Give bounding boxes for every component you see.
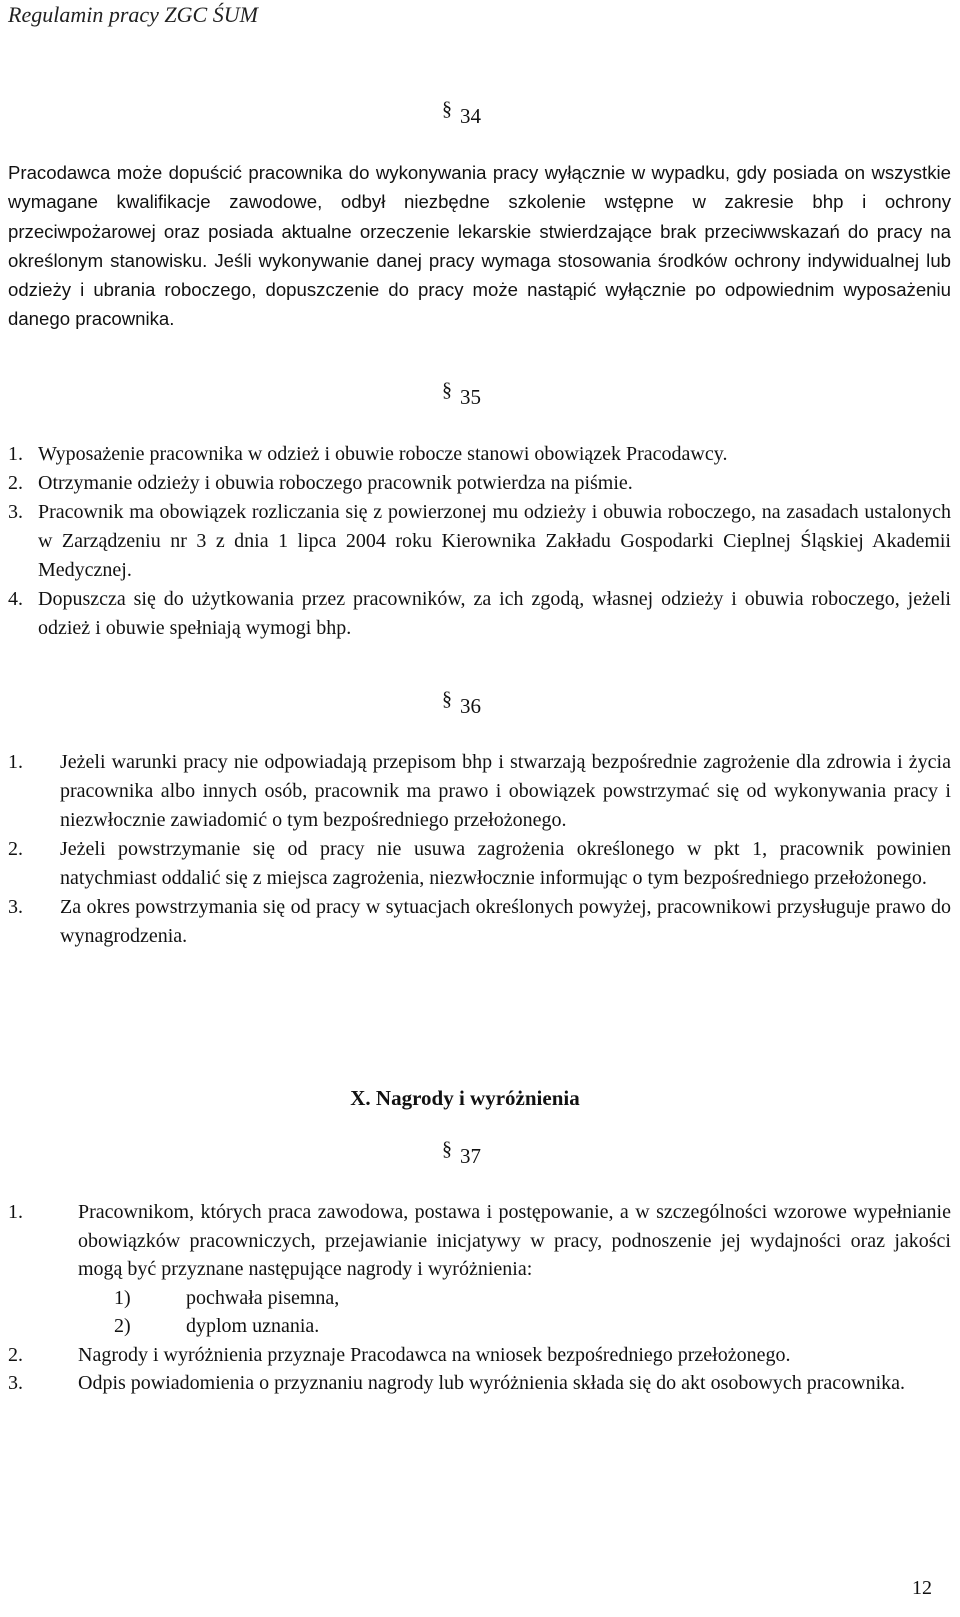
item-text: Jeżeli powstrzymanie się od pracy nie usuwa zagrożenia określonego w pkt 1, pracownik powinien natychmiast oddalić się z miejsca zagrożenia, niezwłocznie informując o tym bezpośredniego przełożonego. (60, 838, 951, 889)
section-36-list (8, 748, 951, 951)
sub-item-text: pochwała pisemna, (186, 1286, 340, 1309)
section-37-list (8, 1198, 951, 1398)
section-symbol: § (442, 379, 452, 401)
sub-item-number: 2) (114, 1315, 131, 1337)
section-number: 34 (460, 104, 481, 128)
item-number: 4. (8, 588, 23, 610)
section-number: 37 (460, 1144, 481, 1168)
item-text: Za okres powstrzymania się od pracy w sytuacjach określonych powyżej, pracownikowi przysługuje prawo do wynagrodzenia. (60, 896, 951, 947)
item-text: Otrzymanie odzieży i obuwia roboczego pracownik potwierdza na piśmie. (38, 472, 633, 494)
list-item (8, 585, 951, 643)
sub-list-item (78, 1284, 951, 1313)
item-number: 1. (8, 751, 23, 773)
list-item (8, 893, 951, 951)
award-types-list (78, 1284, 951, 1341)
item-number: 2. (8, 1343, 23, 1366)
section-35-heading (442, 379, 481, 410)
list-item (8, 748, 951, 835)
item-number: 2. (8, 838, 23, 860)
item-text: Odpis powiadomienia o przyznaniu nagrody lub wyróżnienia składa się do akt osobowych pracownika. (78, 1372, 906, 1394)
item-text: Jeżeli warunki pracy nie odpowiadają przepisom bhp i stwarzają bezpośrednie zagrożenie dla zdrowia i życia pracownika albo innych osób, pracownik ma prawo i obowiązek powstrzymać się od wykonywania pracy i niezwłocznie zawiadomić o tym bezpośredniego przełożonego. (60, 751, 951, 831)
section-symbol: § (442, 98, 452, 120)
item-number: 1. (8, 443, 23, 465)
list-item (8, 1198, 951, 1341)
list-item (8, 835, 951, 893)
item-text: Dopuszcza się do użytkowania przez pracowników, za ich zgodą, własnej odzieży i obuwia roboczego, jeżeli odzież i obuwie spełniają wymogi bhp. (38, 588, 951, 639)
item-number: 3. (8, 1372, 23, 1394)
section-34-heading (442, 98, 481, 129)
chapter-title: X. Nagrody i wyróżnienia (350, 1086, 580, 1110)
section-symbol: § (442, 688, 452, 710)
section-number: 35 (460, 385, 481, 409)
item-text: Wyposażenie pracownika w odzież i obuwie robocze stanowi obowiązek Pracodawcy. (38, 443, 728, 465)
sub-list-item (78, 1312, 951, 1341)
item-text: Nagrody i wyróżnienia przyznaje Pracodawca na wniosek bezpośredniego przełożonego. (78, 1343, 791, 1366)
page-number: 12 (912, 1577, 932, 1599)
section-35-list (8, 440, 951, 643)
section-37-heading (442, 1138, 481, 1169)
section-symbol: § (442, 1138, 452, 1160)
list-item (8, 498, 951, 585)
document-header: Regulamin pracy ZGC ŚUM (8, 2, 258, 27)
item-number: 2. (8, 472, 23, 494)
item-text: Pracownik ma obowiązek rozliczania się z powierzonej mu odzieży i obuwia roboczego, na zasadach ustalonych w Zarządzeniu nr 3 z dnia 1 lipca 2004 roku Kierownika Zakładu Gospodarki Cieplnej Śląskiej Akademii Medycznej. (38, 501, 951, 581)
item-number: 3. (8, 501, 23, 523)
sub-item-text: dyplom uznania. (186, 1315, 320, 1337)
item-text: Pracownikom, których praca zawodowa, postawa i postępowanie, a w szczególności wzorowe wypełnianie obowiązków pracowniczych, przejawianie inicjatywy w pracy, podnoszenie jej wydajności oraz jakości mogą być przyznane następujące nagrody i wyróżnienia: (78, 1201, 951, 1280)
section-34-paragraph: Pracodawca może dopuścić pracownika do wykonywania pracy wyłącznie w wypadku, gdy posiada on wszystkie wymagane kwalifikacje zawodowe, odbył niezbędne szkolenie wstępne w zakresie bhp i ochrony przeciwpożarowej oraz posiada aktualne orzeczenie lekarskie stwierdzające brak przeciwwskazań do pracy na określonym stanowisku. Jeśli wykonywanie danej pracy wymaga stosowania środków ochrony indywidualnej lub odzieży i ubrania roboczego, dopuszczenie do pracy może nastąpić wyłącznie po odpowiednim wyposażeniu danego pracownika. (8, 162, 951, 330)
list-item (8, 440, 951, 469)
section-36-heading (442, 688, 481, 719)
list-item (8, 469, 951, 498)
section-number: 36 (460, 694, 481, 718)
sub-item-number: 1) (114, 1286, 131, 1309)
item-number: 1. (8, 1201, 23, 1223)
list-item (8, 1341, 951, 1370)
item-number: 3. (8, 896, 23, 918)
list-item (8, 1369, 951, 1398)
